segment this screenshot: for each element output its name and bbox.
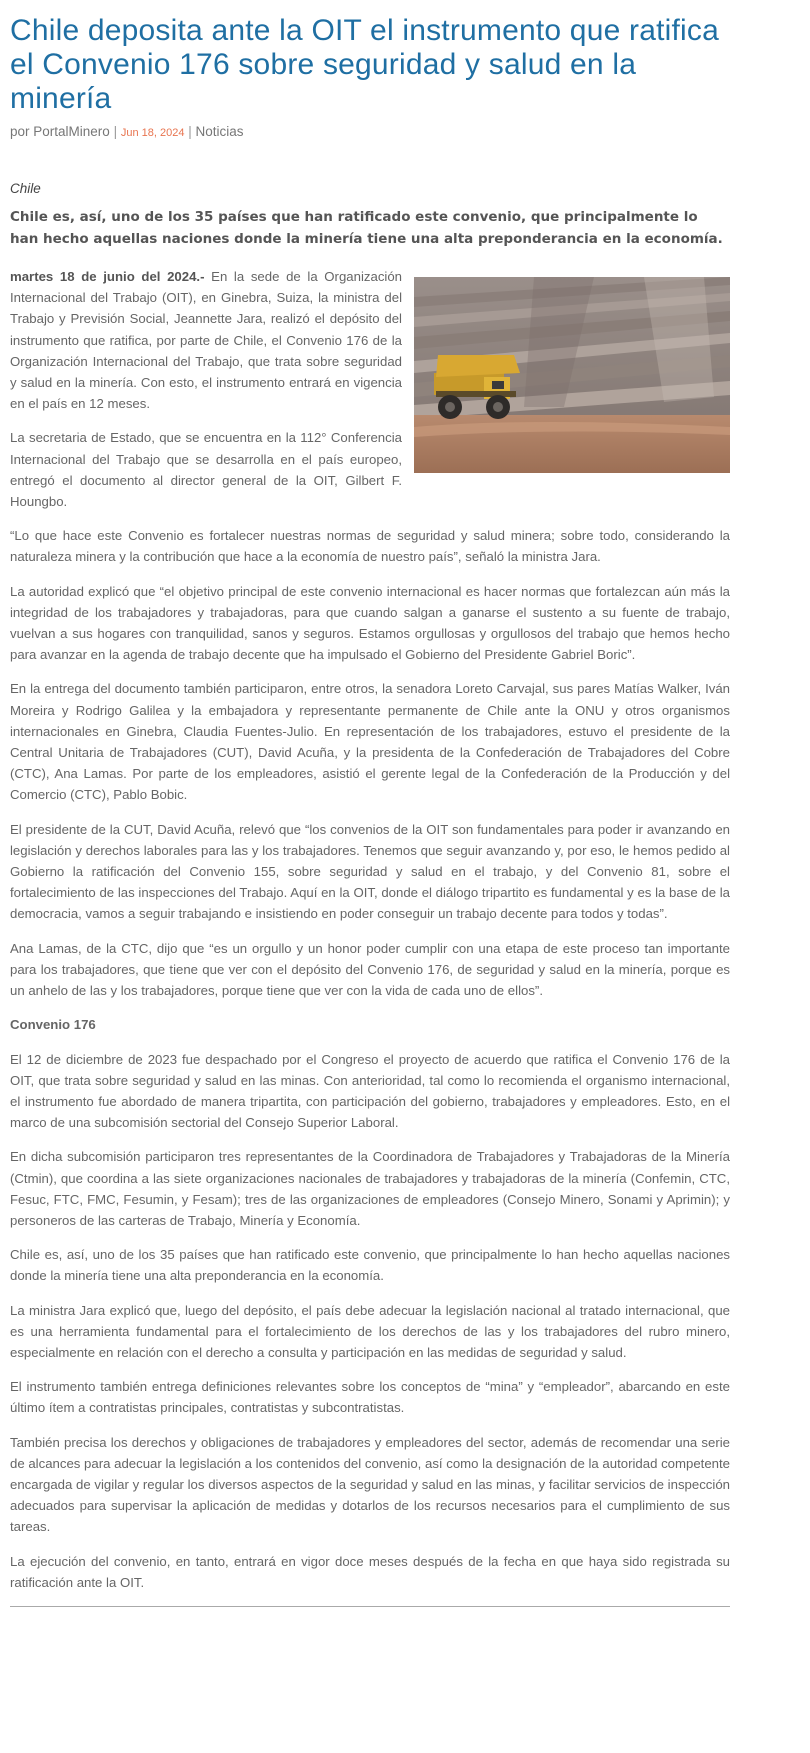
article-paragraph: Ana Lamas, de la CTC, dijo que “es un orgullo y un honor poder cumplir con una etapa de este proceso tan importante para los trabajadores, que tiene que ver con el depósito del Convenio 176, de seguridad y salud en la minería, porque es un anhelo de las y los trabajadores, porque tiene que ver con la vida de cada uno de ellos”. bbox=[10, 940, 730, 999]
meta-separator: | bbox=[113, 124, 118, 139]
article-paragraph: La secretaria de Estado, que se encuentra en la 112° Conferencia Internacional del Trabajo que se desarrolla en el país europeo, entregó el documento al director general de la OIT, Gilbert F. Houngbo. bbox=[10, 430, 402, 510]
article-body bbox=[10, 266, 730, 1593]
article-paragraph: En dicha subcomisión participaron tres representantes de la Coordinadora de Trabajadores y Trabajadoras de la Minería (Ctmin), que coordina a las siete organizaciones nacionales de trabajadores y trabajadoras de la minería (Confemin, CTC, Fesuc, FTC, FMC, Fesumin, y Fesam); tres de las organizaciones de empleadores (Consejo Minero, Sonami y Aprimin); y personeros de las carteras de Trabajo, Minería y Economía. bbox=[10, 1149, 730, 1228]
article-paragraph: El 12 de diciembre de 2023 fue despachado por el Congreso el proyecto de acuerdo que ratifica el Convenio 176 de la OIT, que trata sobre seguridad y salud en las minas. Con anterioridad, tal como lo recomienda el organismo internacional, el instrumento fue abordado de manera tripartita, con participación del gobierno, trabajadores y empleadores. Esto, en el marco de una subcomisión sectorial del Consejo Superior Laboral. bbox=[10, 1051, 730, 1131]
article-meta bbox=[10, 124, 730, 139]
article-paragraph: “Lo que hace este Convenio es fortalecer nuestras normas de seguridad y salud minera; sobre todo, considerando la naturaleza minera y la contribución que hace a la economía de nuestro país”, señaló la ministra Jara. bbox=[10, 528, 730, 565]
article-paragraph: La autoridad explicó que “el objetivo principal de este convenio internacional es hacer normas que fortalezcan aún más la integridad de los trabajadores y trabajadoras, para que cuando salgan a ganarse el sustento a su fuente de trabajo, vuelvan a sus hogares con tranquilidad, sanos y seguros. Estamos orgullosas y orgullosos del trabajo que hemos hecho para avanzar en la agenda de trabajo decente que ha impulsado el Gobierno del Presidente Gabriel Boric”. bbox=[10, 583, 730, 663]
paragraph-text: En la sede de la Organización Internacional del Trabajo (OIT), en Ginebra, Suiza, la ministra del Trabajo y Previsión Social, Jeannette Jara, realizó el depósito del instrumento que ratifica, por parte de Chile, el Convenio 176 de la Organización Internacional del Trabajo, que trata sobre seguridad y salud en la minería. Con esto, el instrumento entrará en vigencia en el país en 12 meses. bbox=[10, 269, 403, 412]
meta-separator: | bbox=[188, 124, 192, 139]
article bbox=[10, 0, 730, 1607]
article-paragraph: Chile es, así, uno de los 35 países que han ratificado este convenio, que principalmente lo han hecho aquellas naciones donde la minería tiene una alta preponderancia en la economía. bbox=[10, 1247, 730, 1284]
article-paragraph: La ejecución del convenio, en tanto, entrará en vigor doce meses después de la fecha en que haya sido registrada su ratificación ante la OIT. bbox=[10, 1553, 730, 1590]
article-image bbox=[414, 277, 730, 473]
author-link[interactable]: PortalMinero bbox=[33, 124, 110, 139]
category-link[interactable]: Noticias bbox=[195, 124, 244, 139]
article-paragraph: También precisa los derechos y obligaciones de trabajadores y empleadores del sector, además de recomendar una serie de alcances para adecuar la legislación a los contenidos del convenio, así como la designación de la autoridad competente encargada de vigilar y regular los diversos aspectos de la seguridad y salud en las minas, y facilitar servicios de inspección adecuados para supervisar la aplicación de medidas y dotarlos de los recursos necesarios para el cumplimiento de sus tareas. bbox=[10, 1434, 730, 1535]
dateline: martes 18 de junio del 2024.- bbox=[10, 269, 205, 284]
byline-prefix: por bbox=[10, 124, 30, 139]
publish-date: Jun 18, 2024 bbox=[120, 127, 185, 139]
article-paragraph: El instrumento también entrega definiciones relevantes sobre los conceptos de “mina” y “empleador”, abarcando en este último ítem a contratistas principales, contratistas y subcontratistas. bbox=[10, 1379, 730, 1416]
mining-truck-image bbox=[414, 277, 730, 473]
article-lead: Chile es, así, uno de los 35 países que han ratificado este convenio, que principalmente lo han hecho aquellas naciones donde la minería tiene una alta preponderancia en la economía. bbox=[10, 209, 723, 247]
section-subheading: Convenio 176 bbox=[10, 1017, 96, 1033]
article-divider bbox=[10, 1606, 730, 1607]
article-paragraph: La ministra Jara explicó que, luego del depósito, el país debe adecuar la legislación nacional al tratado internacional, que es una herramienta fundamental para el fortalecimiento de los derechos de las y los trabajadores del rubro minero, especialmente en relación con el derecho a consulta y participación en las medidas de seguridad y salud. bbox=[10, 1302, 730, 1360]
article-kicker: Chile bbox=[10, 181, 41, 196]
article-paragraph: En la entrega del documento también participaron, entre otros, la senadora Loreto Carvajal, sus pares Matías Walker, Iván Moreira y Rodrigo Galilea y la embajadora y representante permanente de Chile ante la ONU y otros organismos internacionales en Ginebra, Claudia Fuentes-Julio. En representación de los trabajadores, estuvo el presidente de la Central Unitaria de Trabajadores (CUT), David Acuña, y la presidenta de la Confederación de Trabajadores del Cobre (CTC), Ana Lamas. Por parte de los empleadores, asistió el gerente legal de la Confederación de la Producción y del Comercio (CTC), Pablo Bobic. bbox=[10, 681, 730, 803]
article-paragraph: El presidente de la CUT, David Acuña, relevó que “los convenios de la OIT son fundamentales para poder ir avanzando en legislación y derechos laborales para las y los trabajadores. Tenemos que seguir avanzando y, por eso, le hemos pedido al Gobierno la ratificación del Convenio 155, sobre seguridad y salud en el trabajo, y del Convenio 81, sobre el fortalecimiento de las inspecciones del Trabajo. Aquí en la OIT, donde el diálogo tripartito es fundamental y es la base de la democracia, vamos a seguir trabajando e insistiendo en poder conseguir un trabajo decente para todos y todas”. bbox=[10, 821, 730, 922]
article-title: Chile deposita ante la OIT el instrumento que ratifica el Convenio 176 sobre seguridad y salud en la minería bbox=[10, 14, 719, 115]
